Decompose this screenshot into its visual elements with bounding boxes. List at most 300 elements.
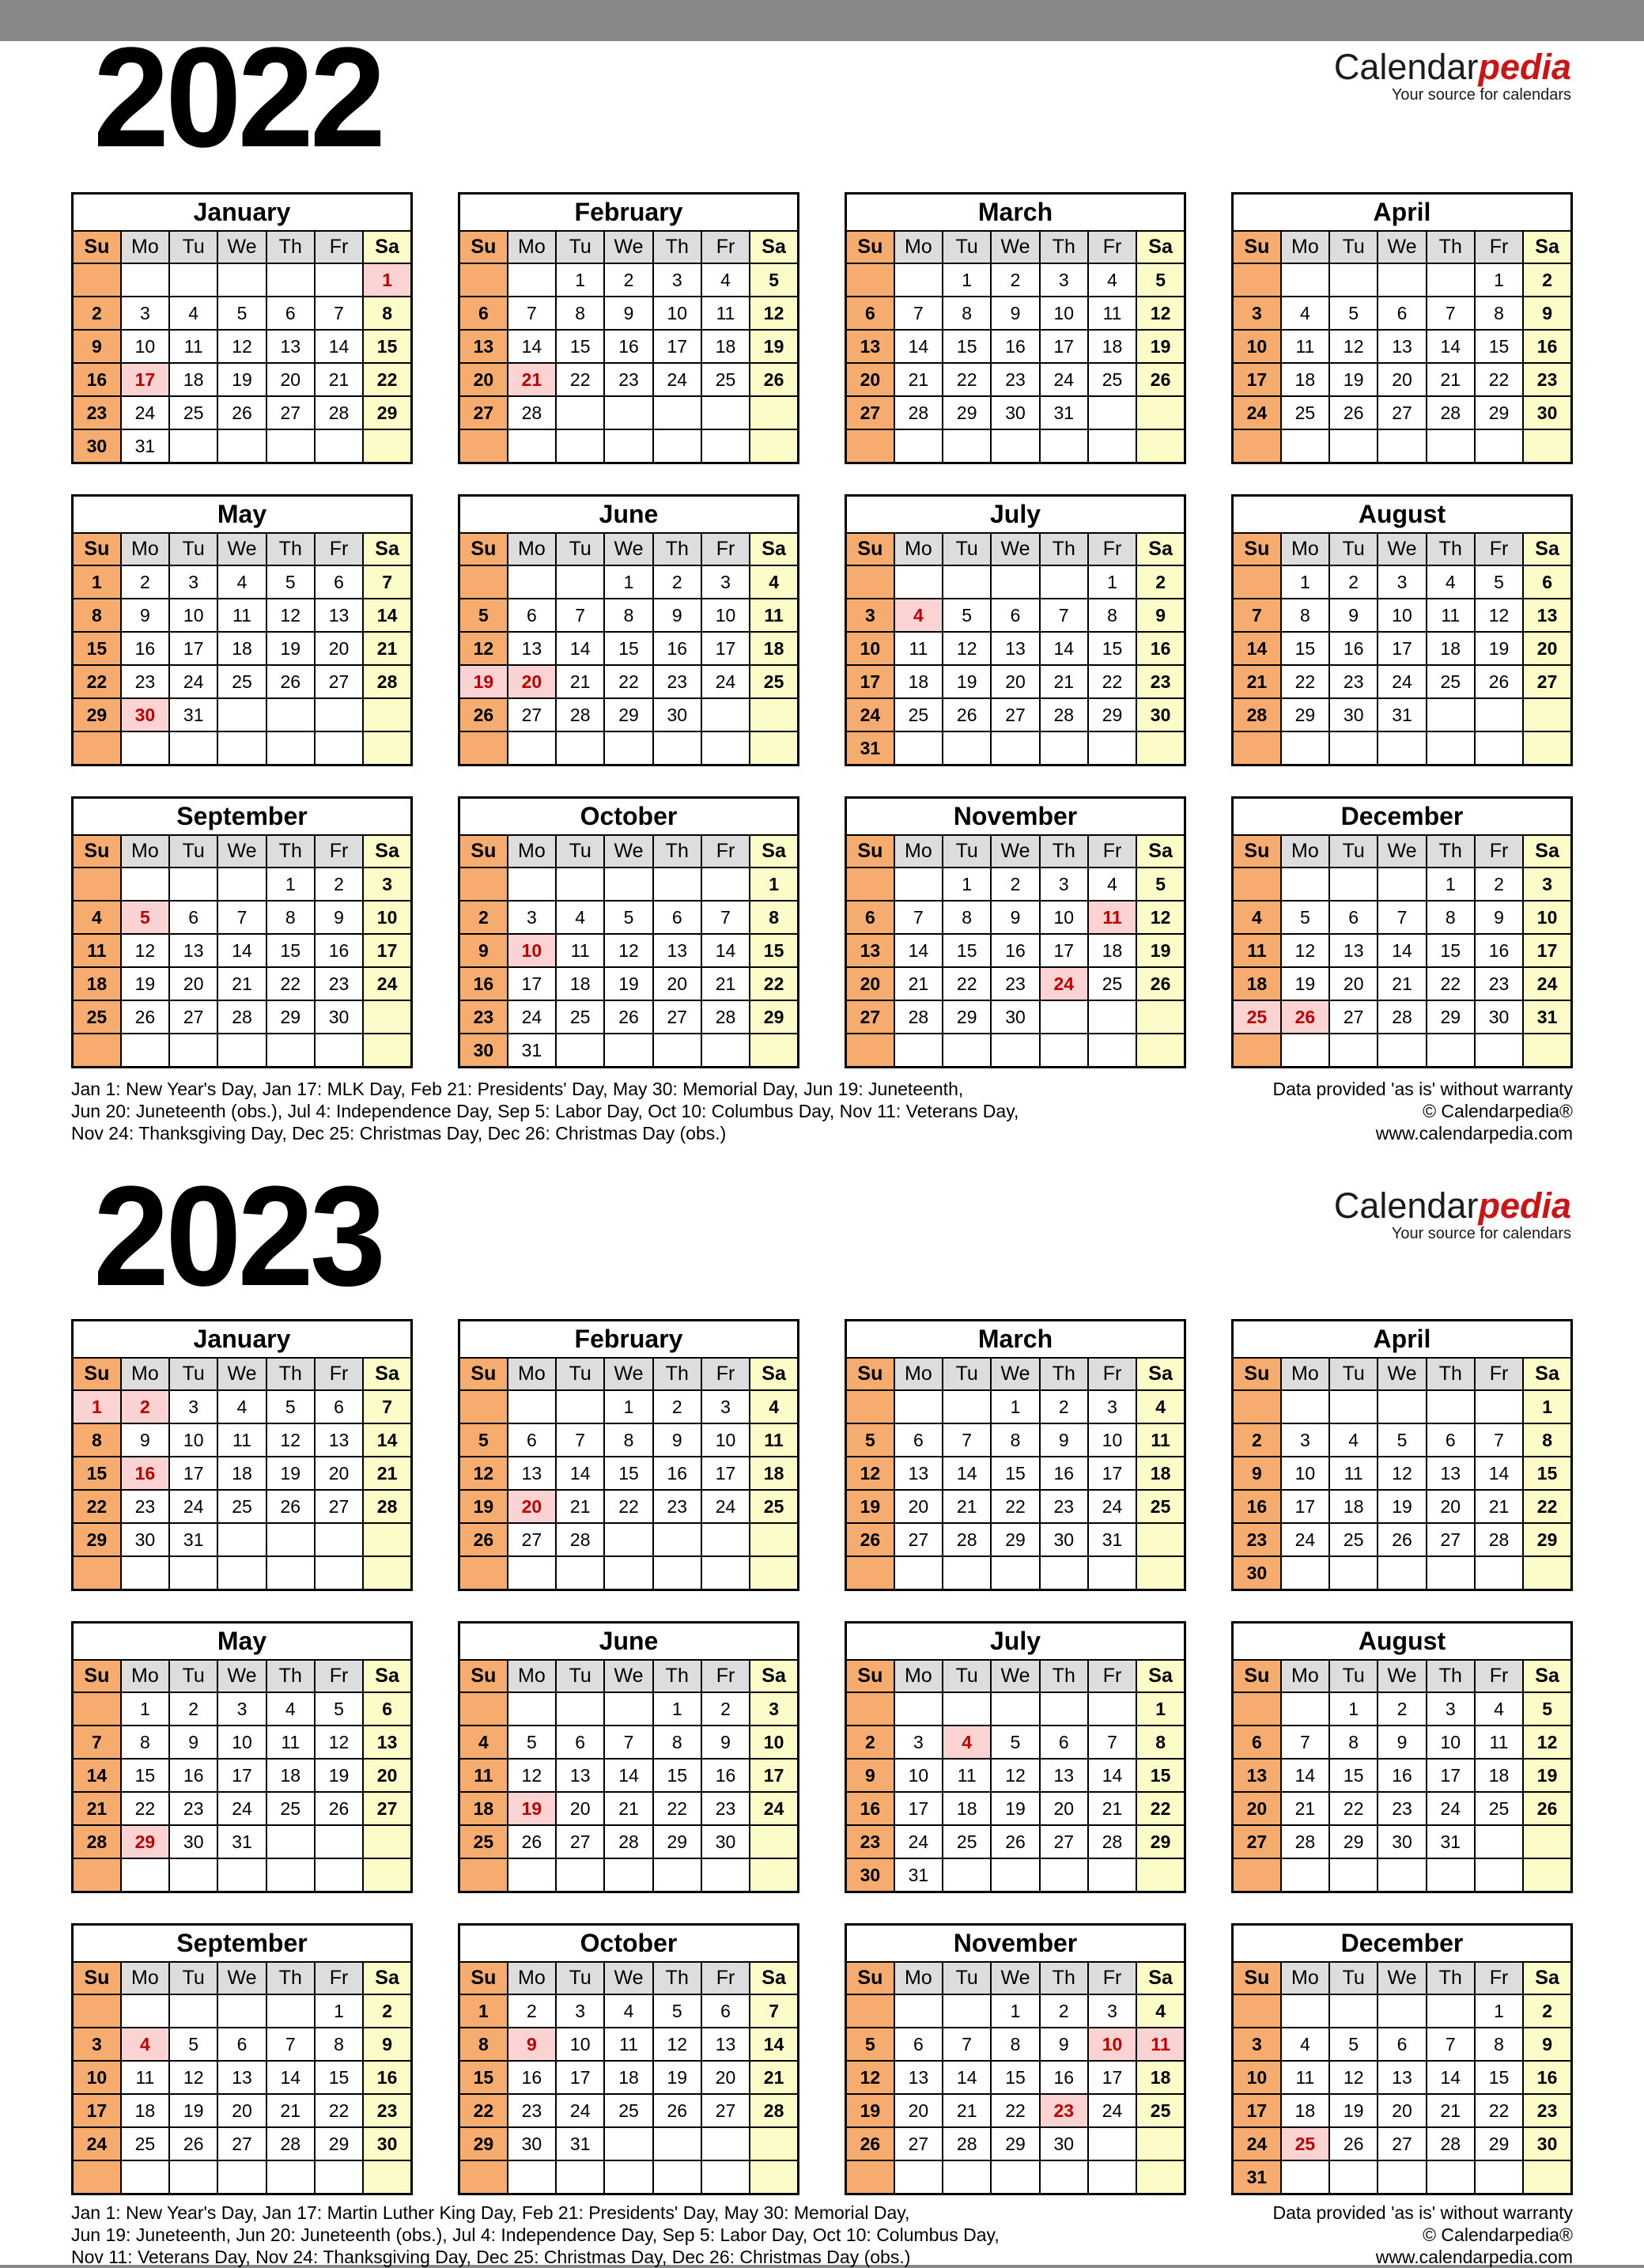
month-table-april-2023 xyxy=(1231,1319,1573,1591)
empty-day-cell xyxy=(217,1994,266,2028)
day-cell: 16 xyxy=(604,330,652,363)
empty-day-cell xyxy=(1523,2160,1571,2194)
day-cell: 15 xyxy=(604,632,652,665)
day-cell: 21 xyxy=(363,632,411,665)
week-row xyxy=(846,1556,1185,1590)
month-table-august-2022 xyxy=(1231,494,1573,766)
weekday-header-row xyxy=(1233,1358,1572,1390)
empty-day-cell xyxy=(1329,1390,1378,1423)
week-row xyxy=(459,1490,799,1523)
day-cell: 29 xyxy=(1136,1825,1185,1858)
weekday-header-mo: Mo xyxy=(121,1358,169,1390)
day-cell: 23 xyxy=(508,2094,556,2127)
empty-day-cell xyxy=(266,698,315,731)
day-cell: 11 xyxy=(217,1423,266,1457)
day-cell: 14 xyxy=(508,330,556,363)
day-cell: 17 xyxy=(1233,363,1281,396)
day-cell: 25 xyxy=(750,665,798,698)
day-cell: 25 xyxy=(169,396,217,429)
day-cell: 15 xyxy=(1281,632,1329,665)
day-cell: 31 xyxy=(1088,1523,1136,1556)
day-cell: 9 xyxy=(653,599,701,632)
weekday-header-fr: Fr xyxy=(701,533,750,565)
day-cell: 6 xyxy=(363,1692,411,1726)
weekday-header-mo: Mo xyxy=(894,1660,943,1692)
weekday-header-we: We xyxy=(991,835,1039,868)
day-cell: 24 xyxy=(1088,1490,1136,1523)
weekday-header-we: We xyxy=(217,1660,266,1692)
empty-day-cell xyxy=(1088,1034,1136,1068)
empty-day-cell xyxy=(701,1034,750,1068)
day-cell: 5 xyxy=(459,599,508,632)
week-row xyxy=(846,1000,1185,1034)
week-row xyxy=(846,1692,1185,1726)
month-table-january-2023 xyxy=(71,1319,413,1591)
day-cell: 9 xyxy=(1523,297,1571,330)
weekday-header-mo: Mo xyxy=(894,533,943,565)
day-cell: 28 xyxy=(1427,2127,1475,2160)
day-cell: 14 xyxy=(556,1457,604,1490)
day-cell: 17 xyxy=(1088,1457,1136,1490)
day-cell: 26 xyxy=(121,1000,169,1034)
empty-day-cell xyxy=(315,1523,363,1556)
day-cell: 5 xyxy=(459,1423,508,1457)
day-cell: 24 xyxy=(169,1490,217,1523)
weekday-header-row xyxy=(846,835,1185,868)
empty-day-cell xyxy=(266,1994,315,2028)
day-cell: 11 xyxy=(217,599,266,632)
year-header-2023 xyxy=(71,1157,1573,1316)
week-row xyxy=(1233,665,1572,698)
day-cell: 23 xyxy=(604,363,652,396)
day-cell: 16 xyxy=(459,967,508,1000)
empty-day-cell xyxy=(1281,429,1329,463)
empty-day-cell xyxy=(846,1556,894,1590)
empty-day-cell xyxy=(363,1523,411,1556)
day-cell: 30 xyxy=(1378,1825,1426,1858)
day-cell: 20 xyxy=(653,967,701,1000)
empty-day-cell xyxy=(1088,1000,1136,1034)
empty-day-cell xyxy=(991,1556,1039,1590)
day-cell: 20 xyxy=(894,1490,943,1523)
weekday-header-mo: Mo xyxy=(1281,1660,1329,1692)
week-row xyxy=(1233,1858,1572,1892)
day-cell: 6 xyxy=(653,901,701,934)
day-cell: 20 xyxy=(1378,363,1426,396)
weekday-header-tu: Tu xyxy=(169,533,217,565)
day-cell: 20 xyxy=(701,2061,750,2094)
weekday-header-sa: Sa xyxy=(1523,1962,1571,1994)
weekday-header-tu: Tu xyxy=(943,1660,991,1692)
holiday-day-cell: 16 xyxy=(121,1457,169,1490)
empty-day-cell xyxy=(121,2160,169,2194)
day-cell: 13 xyxy=(846,934,894,967)
day-cell: 22 xyxy=(943,967,991,1000)
day-cell: 14 xyxy=(1088,1759,1136,1792)
week-row xyxy=(846,1726,1185,1759)
day-cell: 11 xyxy=(1088,297,1136,330)
day-cell: 9 xyxy=(1040,2028,1088,2061)
weekday-header-mo: Mo xyxy=(508,1660,556,1692)
weekday-header-we: We xyxy=(1378,533,1426,565)
weekday-header-sa: Sa xyxy=(363,1660,411,1692)
weekday-header-sa: Sa xyxy=(363,533,411,565)
empty-day-cell xyxy=(894,1390,943,1423)
weekday-header-fr: Fr xyxy=(1475,231,1523,263)
day-cell: 23 xyxy=(1523,363,1571,396)
empty-day-cell xyxy=(701,396,750,429)
day-cell: 8 xyxy=(943,297,991,330)
month-title: June xyxy=(459,1623,799,1661)
day-cell: 8 xyxy=(1427,901,1475,934)
day-cell: 7 xyxy=(604,1726,652,1759)
empty-day-cell xyxy=(943,429,991,463)
empty-day-cell xyxy=(556,731,604,765)
month-title: November xyxy=(846,1925,1185,1963)
empty-day-cell xyxy=(1136,1523,1185,1556)
empty-day-cell xyxy=(1233,731,1281,765)
day-cell: 3 xyxy=(1040,263,1088,297)
weekday-header-th: Th xyxy=(266,1660,315,1692)
day-cell: 25 xyxy=(701,363,750,396)
empty-day-cell xyxy=(363,1858,411,1892)
holiday-day-cell: 19 xyxy=(508,1792,556,1825)
day-cell: 4 xyxy=(217,1390,266,1423)
day-cell: 6 xyxy=(1329,901,1378,934)
weekday-header-su: Su xyxy=(846,533,894,565)
empty-day-cell xyxy=(653,731,701,765)
day-cell: 31 xyxy=(217,1825,266,1858)
day-cell: 19 xyxy=(1136,330,1185,363)
empty-day-cell xyxy=(1427,1390,1475,1423)
day-cell: 1 xyxy=(73,565,121,599)
weekday-header-mo: Mo xyxy=(508,1962,556,1994)
weekday-header-th: Th xyxy=(1427,835,1475,868)
day-cell: 5 xyxy=(991,1726,1039,1759)
week-row xyxy=(73,1000,412,1034)
day-cell: 31 xyxy=(1523,1000,1571,1034)
day-cell: 1 xyxy=(750,868,798,901)
day-cell: 4 xyxy=(1088,868,1136,901)
day-cell: 31 xyxy=(169,1523,217,1556)
day-cell: 14 xyxy=(604,1759,652,1792)
day-cell: 26 xyxy=(604,1000,652,1034)
day-cell: 7 xyxy=(315,297,363,330)
day-cell: 12 xyxy=(459,632,508,665)
day-cell: 27 xyxy=(169,1000,217,1034)
weekday-header-th: Th xyxy=(266,1962,315,1994)
day-cell: 14 xyxy=(1281,1759,1329,1792)
weekday-header-mo: Mo xyxy=(894,835,943,868)
day-cell: 8 xyxy=(1475,297,1523,330)
day-cell: 13 xyxy=(1523,599,1571,632)
week-row xyxy=(459,396,799,429)
empty-day-cell xyxy=(1329,868,1378,901)
weekday-header-sa: Sa xyxy=(1136,1660,1185,1692)
day-cell: 21 xyxy=(556,665,604,698)
day-cell: 22 xyxy=(1523,1490,1571,1523)
day-cell: 7 xyxy=(750,1994,798,2028)
day-cell: 22 xyxy=(1329,1792,1378,1825)
weekday-header-su: Su xyxy=(459,533,508,565)
day-cell: 6 xyxy=(508,1423,556,1457)
day-cell: 29 xyxy=(1329,1825,1378,1858)
month-table-october-2022 xyxy=(458,796,799,1068)
empty-day-cell xyxy=(1523,1825,1571,1858)
day-cell: 21 xyxy=(1427,363,1475,396)
holiday-legend-line: Nov 24: Thanksgiving Day, Dec 25: Christmas Day, Dec 26: Christmas Day (obs.) xyxy=(71,1123,727,1143)
empty-day-cell xyxy=(1378,1390,1426,1423)
empty-day-cell xyxy=(991,2160,1039,2194)
day-cell: 14 xyxy=(943,1457,991,1490)
empty-day-cell xyxy=(1427,1556,1475,1590)
day-cell: 22 xyxy=(943,363,991,396)
empty-day-cell xyxy=(1136,1000,1185,1034)
week-row xyxy=(459,1858,799,1892)
day-cell: 21 xyxy=(1378,967,1426,1000)
empty-day-cell xyxy=(1233,1390,1281,1423)
day-cell: 15 xyxy=(315,2061,363,2094)
holiday-legend xyxy=(71,1078,1019,1144)
month-table-november-2023 xyxy=(845,1923,1186,2195)
week-row xyxy=(459,263,799,297)
day-cell: 7 xyxy=(1040,599,1088,632)
day-cell: 3 xyxy=(508,901,556,934)
holiday-day-cell: 25 xyxy=(1233,1000,1281,1034)
day-cell: 12 xyxy=(266,599,315,632)
day-cell: 27 xyxy=(846,1000,894,1034)
day-cell: 15 xyxy=(459,2061,508,2094)
empty-day-cell xyxy=(459,2160,508,2194)
empty-day-cell xyxy=(363,1556,411,1590)
week-row xyxy=(73,2094,412,2127)
empty-day-cell xyxy=(750,1858,798,1892)
empty-day-cell xyxy=(1475,1825,1523,1858)
day-cell: 29 xyxy=(943,396,991,429)
day-cell: 31 xyxy=(1040,396,1088,429)
day-cell: 14 xyxy=(363,1423,411,1457)
day-cell: 2 xyxy=(1523,1994,1571,2028)
week-row xyxy=(846,934,1185,967)
week-row xyxy=(846,1390,1185,1423)
day-cell: 21 xyxy=(217,967,266,1000)
day-cell: 6 xyxy=(315,1390,363,1423)
day-cell: 17 xyxy=(169,632,217,665)
week-row xyxy=(73,2160,412,2194)
holiday-day-cell: 10 xyxy=(1088,2028,1136,2061)
day-cell: 8 xyxy=(556,297,604,330)
weekday-header-we: We xyxy=(1378,1358,1426,1390)
day-cell: 25 xyxy=(266,1792,315,1825)
empty-day-cell xyxy=(604,1034,652,1068)
day-cell: 3 xyxy=(846,599,894,632)
empty-day-cell xyxy=(217,1556,266,1590)
day-cell: 21 xyxy=(556,1490,604,1523)
empty-day-cell xyxy=(73,1858,121,1892)
empty-day-cell xyxy=(121,1034,169,1068)
week-row xyxy=(1233,934,1572,967)
weekday-header-fr: Fr xyxy=(1475,533,1523,565)
empty-day-cell xyxy=(604,2160,652,2194)
week-row xyxy=(459,429,799,463)
day-cell: 2 xyxy=(459,901,508,934)
empty-day-cell xyxy=(894,1692,943,1726)
empty-day-cell xyxy=(315,1034,363,1068)
day-cell: 15 xyxy=(1475,2061,1523,2094)
day-cell: 18 xyxy=(604,2061,652,2094)
empty-day-cell xyxy=(1088,2127,1136,2160)
week-row xyxy=(846,1858,1185,1892)
day-cell: 23 xyxy=(1329,665,1378,698)
weekday-header-su: Su xyxy=(846,1660,894,1692)
day-cell: 15 xyxy=(604,1457,652,1490)
logo-text-calendar: Calendar xyxy=(1333,47,1479,87)
empty-day-cell xyxy=(846,1692,894,1726)
day-cell: 15 xyxy=(556,330,604,363)
day-cell: 13 xyxy=(846,330,894,363)
weekday-header-th: Th xyxy=(1427,1962,1475,1994)
week-row xyxy=(846,731,1185,765)
empty-day-cell xyxy=(459,1692,508,1726)
weekday-header-th: Th xyxy=(266,835,315,868)
day-cell: 30 xyxy=(653,698,701,731)
day-cell: 16 xyxy=(1233,1490,1281,1523)
day-cell: 14 xyxy=(217,934,266,967)
day-cell: 6 xyxy=(217,2028,266,2061)
day-cell: 7 xyxy=(1475,1423,1523,1457)
day-cell: 21 xyxy=(894,363,943,396)
day-cell: 27 xyxy=(315,665,363,698)
weekday-header-su: Su xyxy=(459,1358,508,1390)
day-cell: 1 xyxy=(1088,565,1136,599)
day-cell: 10 xyxy=(217,1726,266,1759)
weekday-header-tu: Tu xyxy=(169,835,217,868)
empty-day-cell xyxy=(750,1825,798,1858)
week-row xyxy=(1233,967,1572,1000)
day-cell: 18 xyxy=(1088,934,1136,967)
weekday-header-fr: Fr xyxy=(315,835,363,868)
day-cell: 24 xyxy=(846,698,894,731)
day-cell: 29 xyxy=(750,1000,798,1034)
week-row xyxy=(459,967,799,1000)
day-cell: 17 xyxy=(1523,934,1571,967)
weekday-header-tu: Tu xyxy=(943,835,991,868)
day-cell: 22 xyxy=(991,2094,1039,2127)
day-cell: 27 xyxy=(266,396,315,429)
empty-day-cell xyxy=(1329,1034,1378,1068)
week-row xyxy=(846,599,1185,632)
day-cell: 16 xyxy=(1040,1457,1088,1490)
day-cell: 19 xyxy=(1281,967,1329,1000)
weekday-header-mo: Mo xyxy=(1281,835,1329,868)
week-row xyxy=(73,1692,412,1726)
weekday-header-we: We xyxy=(604,1962,652,1994)
website-link[interactable]: www.calendarpedia.com xyxy=(1375,2247,1573,2267)
week-row xyxy=(459,1457,799,1490)
week-row xyxy=(73,2127,412,2160)
year-title: 2022 xyxy=(93,18,383,177)
empty-day-cell xyxy=(1329,429,1378,463)
week-row xyxy=(459,2127,799,2160)
day-cell: 8 xyxy=(363,297,411,330)
day-cell: 31 xyxy=(894,1858,943,1892)
weekday-header-row xyxy=(1233,231,1572,263)
weekday-header-tu: Tu xyxy=(1329,835,1378,868)
website-link[interactable]: www.calendarpedia.com xyxy=(1375,1123,1573,1143)
weekday-header-th: Th xyxy=(653,231,701,263)
day-cell: 15 xyxy=(1136,1759,1185,1792)
day-cell: 11 xyxy=(943,1759,991,1792)
day-cell: 25 xyxy=(1427,665,1475,698)
day-cell: 18 xyxy=(701,330,750,363)
day-cell: 2 xyxy=(121,565,169,599)
day-cell: 11 xyxy=(1329,1457,1378,1490)
day-cell: 7 xyxy=(894,901,943,934)
logo-text-pedia: pedia xyxy=(1478,1185,1571,1226)
empty-day-cell xyxy=(991,429,1039,463)
holiday-day-cell: 11 xyxy=(1088,901,1136,934)
week-row xyxy=(73,698,412,731)
week-row xyxy=(1233,1726,1572,1759)
day-cell: 29 xyxy=(991,2127,1039,2160)
day-cell: 27 xyxy=(217,2127,266,2160)
month-table-july-2023 xyxy=(845,1621,1186,1893)
empty-day-cell xyxy=(1427,1994,1475,2028)
day-cell: 5 xyxy=(846,1423,894,1457)
day-cell: 31 xyxy=(1233,2160,1281,2194)
week-row xyxy=(73,901,412,934)
empty-day-cell xyxy=(943,1692,991,1726)
day-cell: 27 xyxy=(846,396,894,429)
weekday-header-fr: Fr xyxy=(1088,1962,1136,1994)
week-row xyxy=(846,396,1185,429)
weekday-header-mo: Mo xyxy=(121,1962,169,1994)
day-cell: 5 xyxy=(846,2028,894,2061)
weekday-header-tu: Tu xyxy=(943,231,991,263)
month-title: November xyxy=(846,798,1185,836)
day-cell: 29 xyxy=(459,2127,508,2160)
day-cell: 12 xyxy=(846,2061,894,2094)
weekday-header-fr: Fr xyxy=(701,1962,750,1994)
day-cell: 3 xyxy=(121,297,169,330)
weekday-header-fr: Fr xyxy=(1088,1358,1136,1390)
day-cell: 26 xyxy=(1378,1523,1426,1556)
day-cell: 18 xyxy=(943,1792,991,1825)
logo-tagline: Your source for calendars xyxy=(1391,1225,1571,1242)
day-cell: 1 xyxy=(1475,263,1523,297)
empty-day-cell xyxy=(315,2160,363,2194)
empty-day-cell xyxy=(169,429,217,463)
empty-day-cell xyxy=(1378,731,1426,765)
holiday-day-cell: 25 xyxy=(1281,2127,1329,2160)
weekday-header-tu: Tu xyxy=(169,1358,217,1390)
day-cell: 15 xyxy=(943,330,991,363)
day-cell: 5 xyxy=(943,599,991,632)
weekday-header-th: Th xyxy=(653,1358,701,1390)
day-cell: 30 xyxy=(363,2127,411,2160)
day-cell: 10 xyxy=(1088,1423,1136,1457)
empty-day-cell xyxy=(73,731,121,765)
day-cell: 2 xyxy=(508,1994,556,2028)
empty-day-cell xyxy=(750,731,798,765)
day-cell: 10 xyxy=(1281,1457,1329,1490)
week-row xyxy=(846,1523,1185,1556)
day-cell: 1 xyxy=(121,1692,169,1726)
empty-day-cell xyxy=(315,429,363,463)
month-title: December xyxy=(1233,1925,1572,1963)
weekday-header-row xyxy=(1233,835,1572,868)
day-cell: 15 xyxy=(750,934,798,967)
